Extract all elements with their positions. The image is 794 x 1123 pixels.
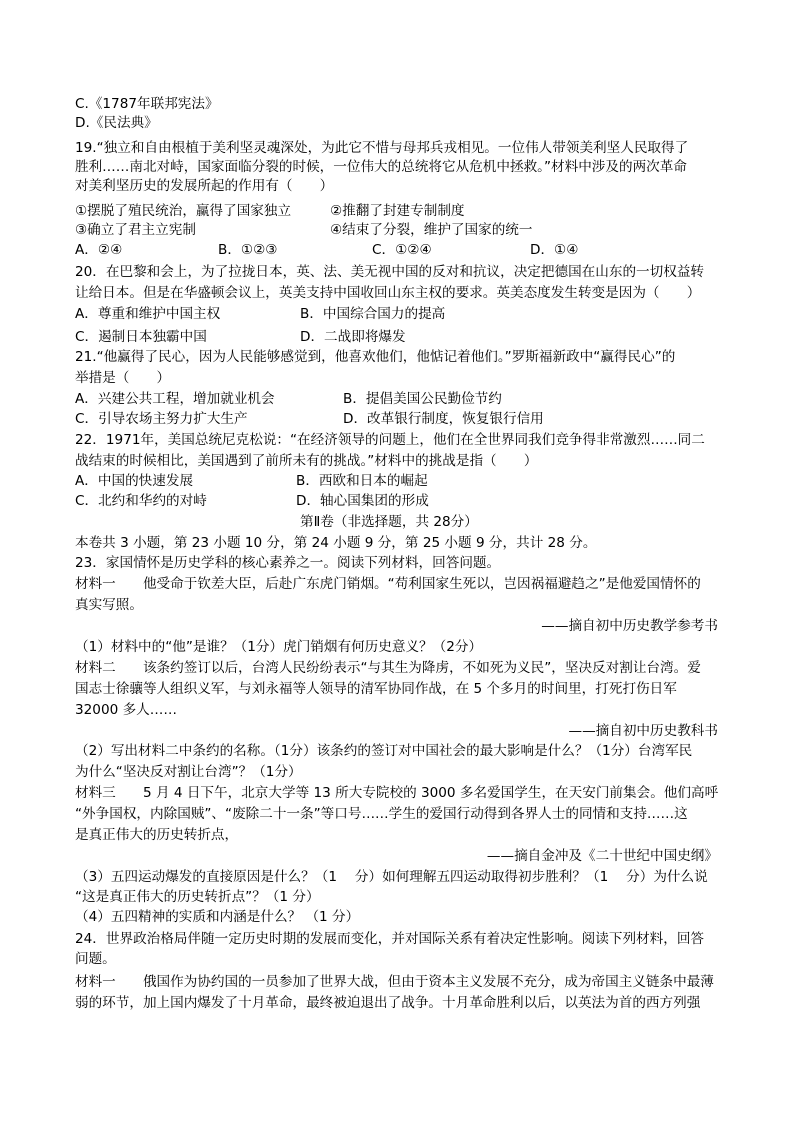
q22-stem: 战结束的时候相比，美国遇到了前所未有的挑战。”材料中的挑战是指（ ）	[75, 453, 538, 469]
q18-option-c: C.《1787年联邦宪法》	[75, 96, 219, 112]
q21-stem: 举措是（ ）	[75, 370, 171, 386]
q19-option-d: D．①④	[530, 242, 579, 258]
q20-stem: 20．在巴黎和会上，为了拉拢日本，英、法、美无视中国的反对和抗议，决定把德国在山东的一切权益转	[75, 264, 705, 280]
q23-material-3-source: ——摘自金冲及《二十世纪中国史纲》	[486, 848, 718, 864]
q23-part-2: 为什么“坚决反对割让台湾”？（1分）	[75, 764, 302, 780]
q23-material-2: 国志士徐骧等人组织义军，与刘永福等人领导的清军协同作战，在 5 个多月的时间里，打死打伤日军	[75, 681, 677, 697]
q23-material-1-source: ——摘自初中历史教学参考书	[541, 618, 718, 634]
q23-material-2: 材料二 该条约签订以后，台湾人民纷纷表示“与其生为降虏，不如死为义民”，坚决反对割让台湾。爱	[75, 660, 701, 676]
q23-part-2: （2）写出材料二中条约的名称。（1分）该条约的签订对中国社会的最大影响是什么？（1分）台湾军民	[75, 743, 693, 759]
q22-option-b: B．西欧和日本的崛起	[296, 473, 428, 489]
q24-material-1: 材料一 俄国作为协约国的一员参加了世界大战，但由于资本主义发展不充分，成为帝国主义链条中最薄	[75, 974, 714, 990]
q20-stem: 让给日本。但是在华盛顿会议上，英美支持中国收回山东主权的要求。英美态度发生转变是因为（ ）	[75, 285, 701, 301]
q24-material-1: 弱的环节，加上国内爆发了十月革命，最终被迫退出了战争。十月革命胜利以后，以英法为首的西方列强	[75, 995, 701, 1011]
q23-part-3: （3）五四运动爆发的直接原因是什么？（1 分）如何理解五四运动取得初步胜利？（1 分）为什么说	[75, 869, 708, 885]
q23-material-3: 材料三 5 月 4 日下午，北京大学等 13 所大专院校的 3000 多名爱国学生，在天安门前集会。他们高呼	[75, 785, 719, 801]
q20-option-a: A．尊重和维护中国主权	[75, 306, 221, 322]
q23-part-4: （4）五四精神的实质和内涵是什么？ （1 分）	[75, 909, 360, 925]
q23-material-1: 真实写照。	[75, 597, 143, 613]
q21-option-d: D．改革银行制度，恢复银行信用	[343, 411, 544, 427]
q23-part-3: “这是真正伟大的历史转折点”？（1 分）	[75, 889, 320, 905]
q19-stem: 19.“独立和自由根植于美利坚灵魂深处，为此它不惜与母邦兵戎相见。一位伟人带领美利坚人民取得了	[75, 140, 689, 156]
q23-material-3: “外争国权，内除国贼”、“废除二十一条”等口号……学生的爱国行动得到各界人士的同情和支持……这	[75, 806, 688, 822]
q19-item: ①摆脱了殖民统治，赢得了国家独立	[75, 203, 292, 219]
section-title: 第Ⅱ卷（非选择题，共 28分）	[300, 514, 478, 530]
q20-option-b: B．中国综合国力的提高	[300, 306, 446, 322]
q24-stem: 24．世界政治格局伴随一定历史时期的发展而变化，并对国际关系有着决定性影响。阅读下列材料，回答	[75, 931, 705, 947]
q23-part-1: （1）材料中的“他”是谁？（1分）虎门销烟有何历史意义？（2分）	[75, 639, 483, 655]
q19-item: ③确立了君主立宪制	[75, 222, 196, 238]
q23-material-2-source: ——摘自初中历史教科书	[568, 723, 718, 739]
q21-option-a: A．兴建公共工程，增加就业机会	[75, 391, 275, 407]
section-note: 本卷共 3 小题，第 23 小题 10 分，第 24 小题 9 分，第 25 小题 9 分，共计 28 分。	[75, 535, 597, 551]
q23-material-3: 是真正伟大的历史转折点，	[75, 827, 239, 843]
q21-option-c: C．引导农场主努力扩大生产	[75, 411, 248, 427]
q22-option-a: A．中国的快速发展	[75, 473, 194, 489]
q24-stem: 问题。	[75, 951, 116, 967]
q19-item: ④结束了分裂，维护了国家的统一	[330, 222, 533, 238]
q19-stem: 对美利坚历史的发展所起的作用有（ ）	[75, 178, 334, 194]
q19-item: ②推翻了封建专制制度	[330, 203, 465, 219]
q19-option-b: B．①②③	[218, 242, 278, 258]
q22-option-d: D．轴心国集团的形成	[296, 493, 429, 509]
q21-option-b: B．提倡美国公民勤俭节约	[343, 391, 502, 407]
q23-material-1: 材料一 他受命于钦差大臣，后赴广东虎门销烟。“苟利国家生死以，岂因祸福避趋之”是他爱国情怀的	[75, 576, 701, 592]
q20-option-d: D．二战即将爆发	[300, 329, 406, 345]
q21-stem: 21.“他赢得了民心，因为人民能够感觉到，他喜欢他们，他惦记着他们。”罗斯福新政中“赢得民心”的	[75, 349, 676, 365]
q19-stem: 胜利……南北对峙，国家面临分裂的时候，一位伟大的总统将它从危机中拯救。”材料中涉及的两次革命	[75, 159, 687, 175]
q22-stem: 22．1971年，美国总统尼克松说：“在经济领导的问题上，他们在全世界同我们竞争得非常激烈……同二	[75, 432, 705, 448]
q22-option-c: C．北约和华约的对峙	[75, 493, 207, 509]
q18-option-d: D.《民法典》	[75, 115, 158, 131]
q23-stem: 23．家国情怀是历史学科的核心素养之一。阅读下列材料，回答问题。	[75, 555, 501, 571]
q19-option-c: C．①②④	[372, 242, 432, 258]
q23-material-2: 32000 多人……	[75, 702, 177, 718]
q19-option-a: A．②④	[75, 242, 123, 258]
q20-option-c: C．遏制日本独霸中国	[75, 329, 207, 345]
